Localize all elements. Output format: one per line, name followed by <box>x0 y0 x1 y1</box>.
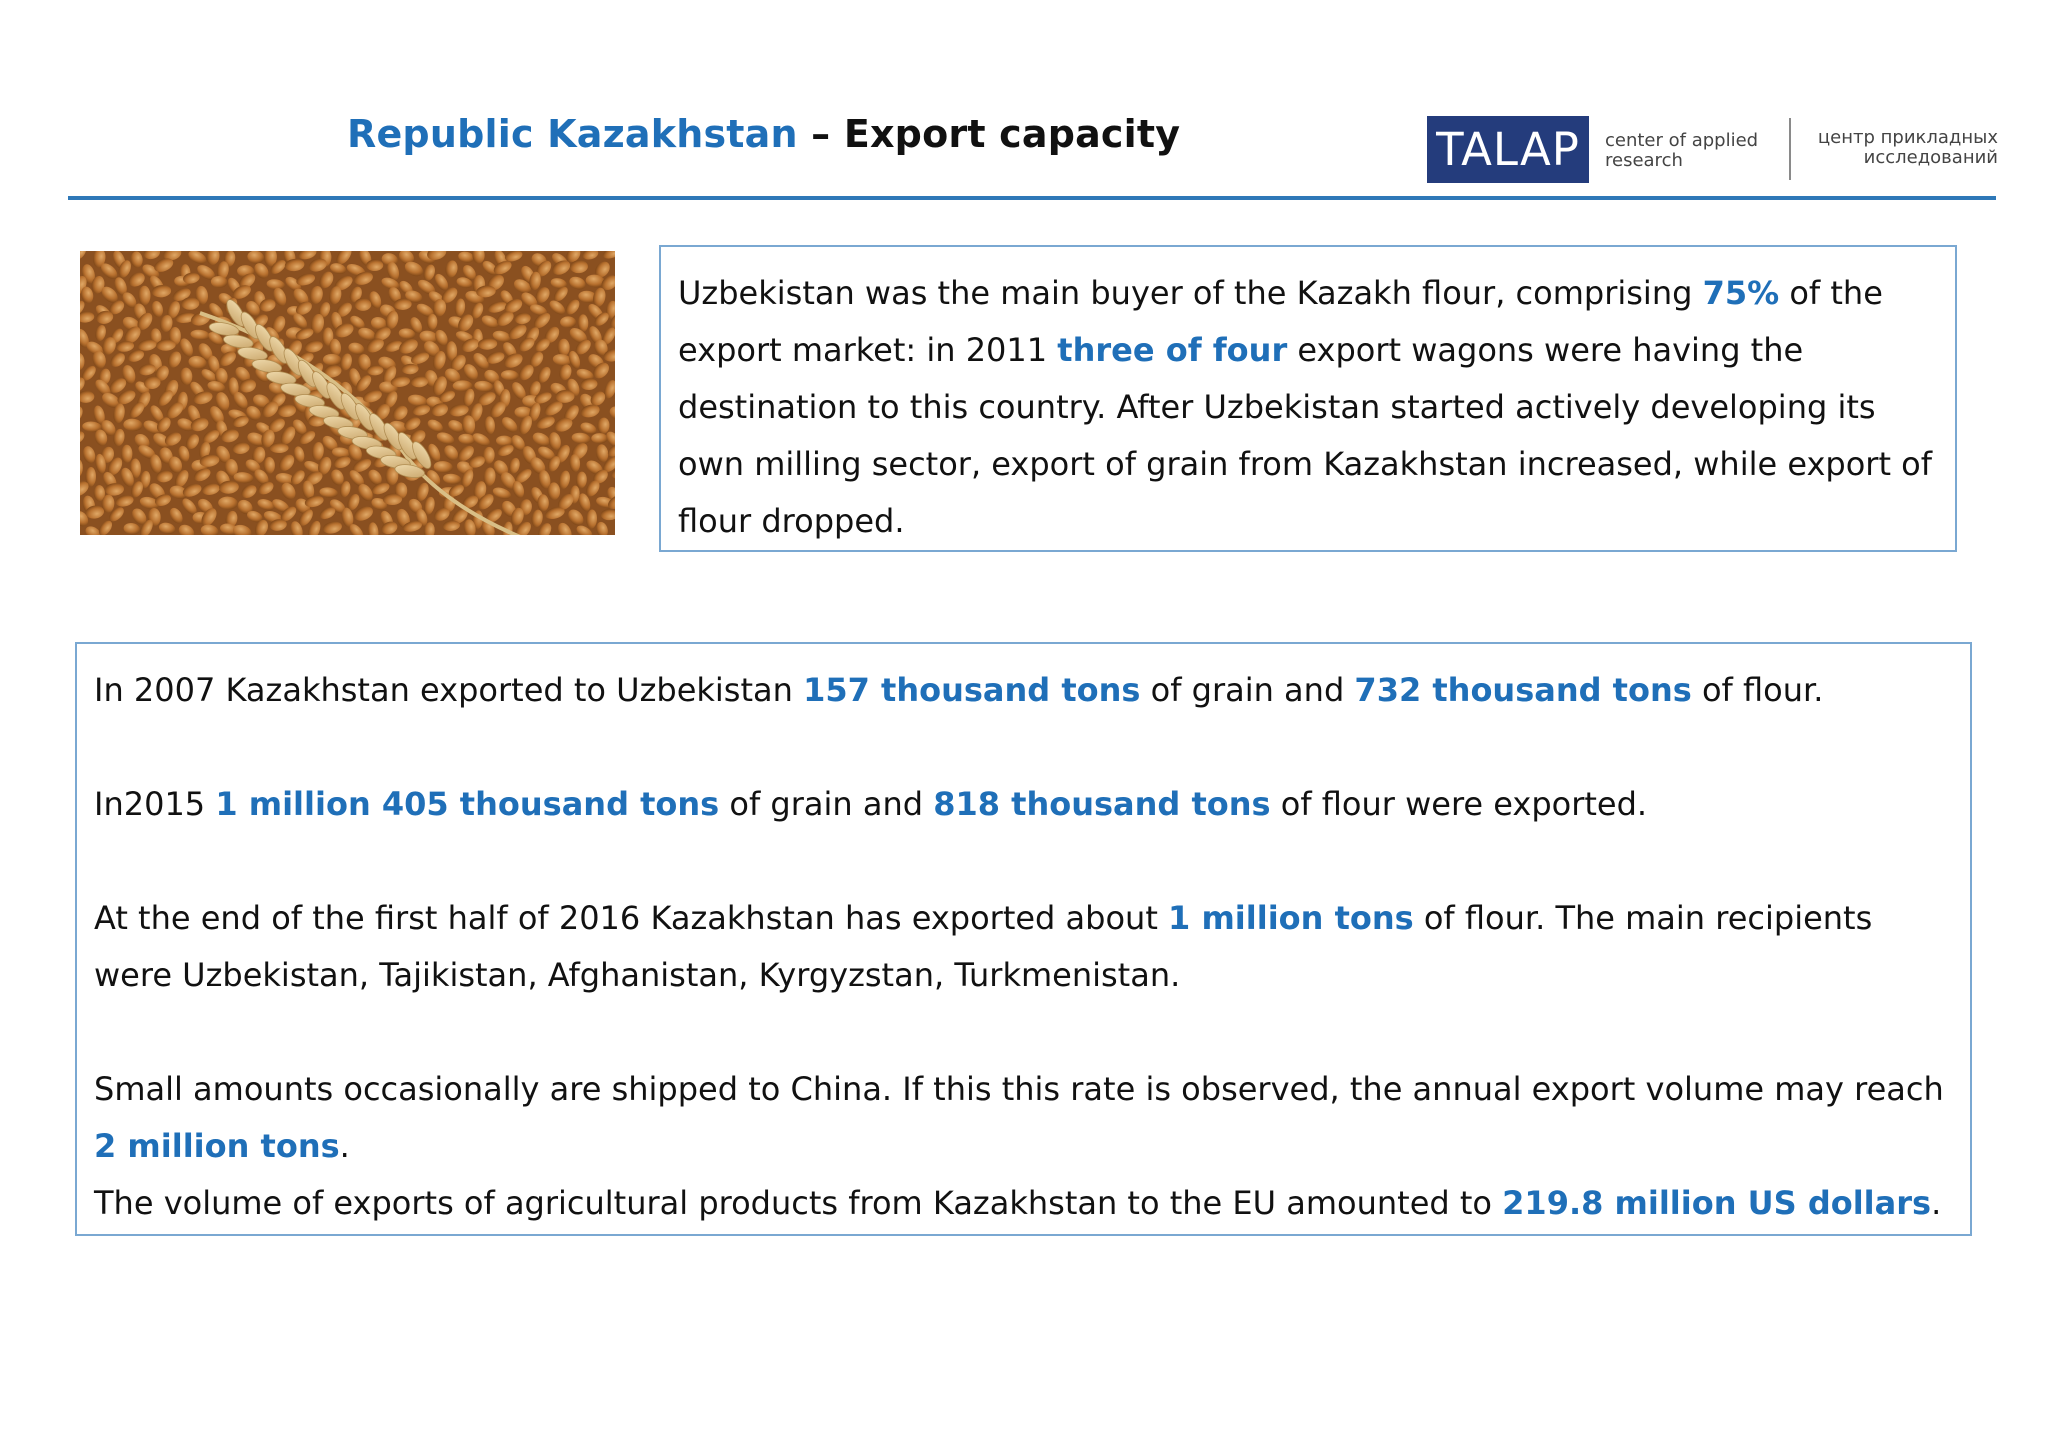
summary-text-2: of the export market: in 2011 <box>678 274 1883 369</box>
summary-paragraph <box>678 265 1939 550</box>
summary-textbox <box>659 245 1957 552</box>
details-text: of flour. The main recipients were Uzbekistan, Tajikistan, Afghanistan, Kyrgyzstan, Turkmenistan. <box>94 899 1873 994</box>
details-text: of flour were exported. <box>1270 785 1648 823</box>
header-rule <box>68 196 1996 200</box>
details-highlight: 157 thousand tons <box>803 671 1141 709</box>
paragraph-gap <box>94 719 1954 776</box>
details-text: . <box>1931 1184 1942 1222</box>
details-text: Small amounts occasionally are shipped to China. If this this rate is observed, the annual export volume may reach <box>94 1070 1944 1108</box>
logo-divider <box>1789 118 1791 180</box>
wheat-grain-image <box>80 251 615 535</box>
details-text: In 2007 Kazakhstan exported to Uzbekistan <box>94 671 804 709</box>
details-highlight: 732 thousand tons <box>1354 671 1692 709</box>
details-textbox <box>75 642 1972 1236</box>
summary-highlight-75pct: 75% <box>1702 274 1780 312</box>
details-text: . <box>339 1127 350 1165</box>
paragraph-gap <box>94 833 1954 890</box>
logo-en-line2: research <box>1605 150 1683 171</box>
summary-highlight-three-of-four: three of four <box>1057 331 1288 369</box>
details-paragraph-2007 <box>94 662 1954 719</box>
details-text: At the end of the first half of 2016 Kazakhstan has exported about <box>94 899 1169 937</box>
details-highlight: 219.8 million US dollars <box>1502 1184 1932 1222</box>
logo-english-caption <box>1605 116 1765 183</box>
details-paragraph-eu <box>94 1175 1954 1232</box>
title-dash: – <box>797 112 844 156</box>
details-text: In2015 <box>94 785 216 823</box>
details-paragraph-2015 <box>94 776 1954 833</box>
logo-russian-caption <box>1800 128 1998 168</box>
details-highlight: 1 million 405 thousand tons <box>215 785 720 823</box>
details-paragraph-2016 <box>94 890 1954 1004</box>
logo-ru-line1: центр прикладных <box>1817 127 1998 148</box>
logo-ru-line2: исследований <box>1863 147 1998 168</box>
paragraph-gap <box>94 1004 1954 1061</box>
details-highlight: 2 million tons <box>94 1127 340 1165</box>
details-text: of grain and <box>1140 671 1355 709</box>
details-text: of flour. <box>1691 671 1824 709</box>
logo-en-line1: center of applied <box>1605 130 1759 151</box>
slide-title <box>347 112 1180 156</box>
title-country: Republic Kazakhstan <box>347 112 798 156</box>
summary-text-1: Uzbekistan was the main buyer of the Kazakh flour, comprising <box>678 274 1703 312</box>
details-text: of grain and <box>719 785 934 823</box>
details-paragraph-china <box>94 1061 1954 1175</box>
logo-wordmark: TALAP <box>1427 116 1589 183</box>
title-topic: Export capacity <box>843 112 1181 156</box>
details-highlight: 818 thousand tons <box>933 785 1271 823</box>
details-highlight: 1 million tons <box>1168 899 1414 937</box>
details-text: The volume of exports of agricultural products from Kazakhstan to the EU amounted to <box>94 1184 1503 1222</box>
talap-logo <box>1427 116 1765 183</box>
summary-text-3: export wagons were having the destination to this country. After Uzbekistan started actively developing its own milling sector, export of grain from Kazakhstan increased, while export of flour dropped. <box>678 331 1933 540</box>
